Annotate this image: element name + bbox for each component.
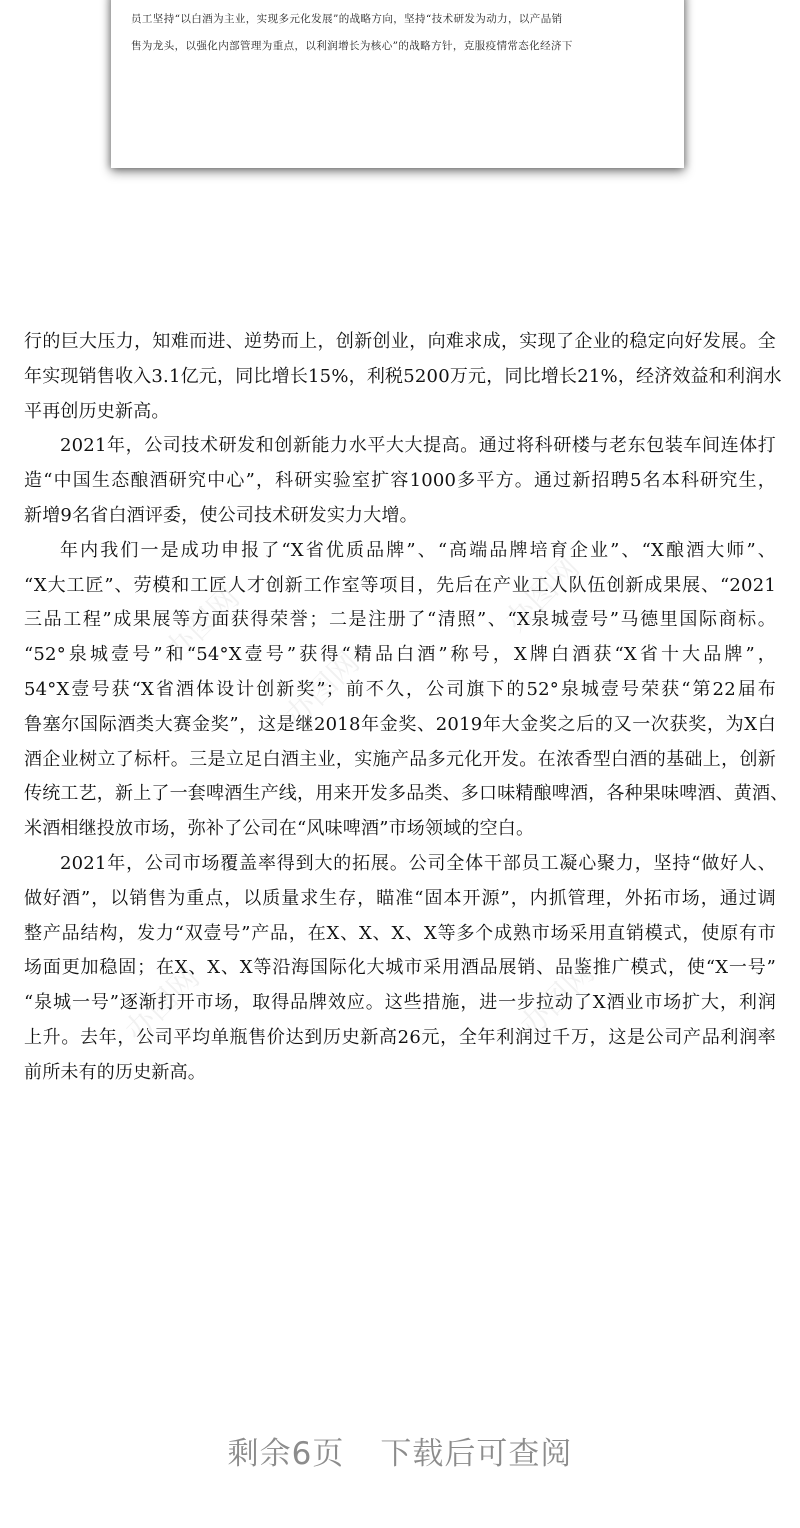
remaining-pages-label[interactable]: 剩余6页: [227, 1436, 345, 1472]
preview-line: 售为龙头，以强化内部管理为重点，以利润增长为核心”的战略方针，克服疫情常态化经济下: [131, 40, 573, 52]
paragraph-3: [24, 534, 789, 847]
preview-page-card: [111, 0, 684, 168]
text-line: 年实现销售收入3.1亿元，同比增长15%，利税5200万元，同比增长21%，经济效益和利润水: [24, 365, 782, 387]
text-line: “52°泉城壹号”和“54°X壹号”获得“精品白酒”称号，X牌白酒获“X省十大品牌”，: [24, 644, 776, 666]
text-line: 54°X壹号获“X省酒体设计创新奖”；前不久，公司旗下的52°泉城壹号荣获“第22届布: [24, 678, 776, 700]
text-line: 平再创历史新高。: [24, 400, 170, 422]
text-line: 行的巨大压力，知难而进、逆势而上，创新创业，向难求成，实现了企业的稳定向好发展。全: [24, 331, 776, 352]
document-body: [24, 325, 789, 1091]
preview-line: 员工坚持“以白酒为主业，实现多元化发展”的战略方向，坚持“技术研发为动力，以产品销: [131, 13, 563, 25]
paragraph-2: [24, 429, 776, 533]
text-line: “泉城一号”逐渐打开市场，取得品牌效应。这些措施，进一步拉动了X酒业市场扩大，利润: [24, 992, 776, 1014]
text-line: 年内我们一是成功申报了“X省优质品牌”、“高端品牌培育企业”、“X酿酒大师”、: [60, 539, 776, 561]
watermark-logo: 办图网: [498, 550, 587, 639]
watermark-logo: 办图网: [278, 645, 367, 734]
watermark-logo: 办图网: [513, 955, 602, 1044]
watermark-logo: 办图网: [118, 960, 207, 1049]
text-line: 三品工程”成果展等方面获得荣誉；二是注册了“清照”、“X泉城壹号”马德里国际商标。: [24, 609, 776, 631]
watermark-logo: 办图网: [158, 580, 247, 669]
paragraph-1: [24, 325, 782, 429]
download-to-view-label[interactable]: 下载后可查阅: [380, 1436, 573, 1472]
text-line: 造“中国生态酿酒研究中心”，科研实验室扩容1000多平方。通过新招聘5名本科研究生，: [24, 470, 776, 492]
text-line: 整产品结构，发力“双壹号”产品，在X、X、X、X等多个成熟市场采用直销模式，使原有市: [24, 922, 776, 944]
download-prompt[interactable]: [0, 1428, 800, 1473]
text-line: 上升。去年，公司平均单瓶售价达到历史新高26元，全年利润过千万，这是公司产品利润率: [24, 1026, 776, 1048]
text-line: 2021年，公司市场覆盖率得到大的拓展。公司全体干部员工凝心聚力，坚持“做好人、: [60, 852, 776, 874]
text-line: 传统工艺，新上了一套啤酒生产线，用来开发多品类、多口味精酿啤酒，各种果味啤酒、黄酒、: [24, 783, 789, 805]
text-line: “X大工匠”、劳模和工匠人才创新工作室等项目，先后在产业工人队伍创新成果展、“2021: [24, 574, 776, 596]
text-line: 新增9名省白酒评委，使公司技术研发实力大增。: [24, 504, 418, 526]
text-line: 场面更加稳固；在X、X、X等沿海国际化大城市采用酒品展销、品鉴推广模式，使“X一号”: [24, 957, 776, 979]
text-line: 鲁塞尔国际酒类大赛金奖”，这是继2018年金奖、2019年大金奖之后的又一次获奖，为X白: [24, 713, 776, 735]
text-line: 酒企业树立了标杆。三是立足白酒主业，实施产品多元化开发。在浓香型白酒的基础上，创新: [24, 748, 776, 770]
paragraph-4: [24, 847, 776, 1091]
text-line: 做好酒”，以销售为重点，以质量求生存，瞄准“固本开源”，内抓管理，外拓市场，通过调: [24, 887, 776, 909]
text-line: 前所未有的历史新高。: [24, 1061, 206, 1083]
text-line: 米酒相继投放市场，弥补了公司在“风味啤酒”市场领域的空白。: [24, 818, 535, 840]
text-line: 2021年，公司技术研发和创新能力水平大大提高。通过将科研楼与老东包装车间连体打: [60, 435, 776, 457]
